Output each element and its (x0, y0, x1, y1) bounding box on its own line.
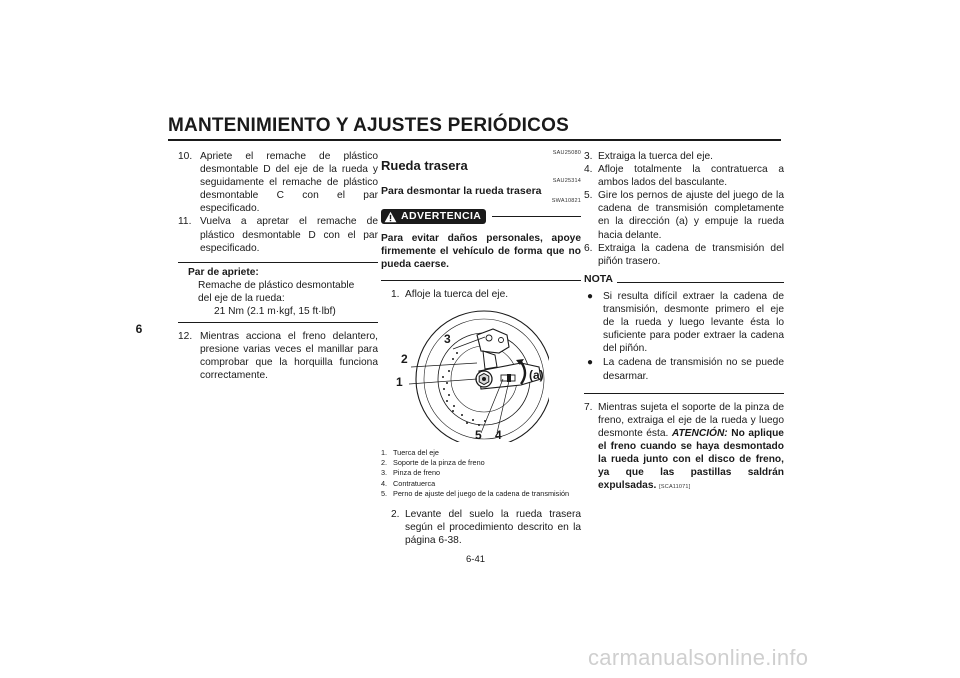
warning-rule (492, 216, 581, 217)
spec-line: del eje de la rueda: (198, 292, 285, 304)
steps-list-col2 (381, 288, 581, 301)
warning-code: SWA10821 (551, 198, 581, 205)
note-bullets (584, 290, 784, 383)
step-number: 2. (391, 508, 400, 520)
step-item (584, 163, 784, 189)
column-left (178, 150, 378, 383)
step-item (178, 330, 378, 382)
header-rule (168, 139, 781, 141)
step-number: 12. (178, 331, 193, 343)
legend-text: Tuerca del eje (393, 447, 439, 457)
step-item (584, 189, 784, 241)
steps-list-col1 (178, 150, 378, 255)
steps-list-col2b (381, 508, 581, 547)
warning-header (381, 209, 581, 224)
watermark: carmanualsonline.info (588, 645, 809, 670)
figure-legend (381, 448, 581, 500)
warning-end-rule (381, 280, 581, 281)
caution-code: [SCA11071] (659, 484, 691, 491)
step-text: Levante del suelo la rueda trasera según el procedimiento descrito en la página 6-38. (405, 508, 581, 546)
rear-wheel-figure (389, 307, 549, 442)
step-item (584, 242, 784, 268)
warning-badge (381, 209, 486, 224)
step-text: Extraiga la tuerca del eje. (598, 151, 713, 162)
steps-list-col3b (584, 401, 784, 495)
note-end-rule (584, 393, 784, 394)
step-item (391, 288, 581, 301)
step-number: 6. (584, 242, 593, 254)
chapter-tab: 6 (135, 322, 143, 336)
step-text: Mientras sujeta el soporte de la pinza de freno, extraiga el eje de la rueda y luego desmonte ésta. (598, 401, 784, 439)
section-code: SAU25080 (552, 150, 581, 156)
warning-triangle-icon (384, 211, 397, 223)
step-text: Apriete el remache de plástico desmontable D del eje de la rueda y seguidamente el remache de plástico desmontable C con el par especificado. (200, 151, 378, 215)
spec-value: 21 Nm (2.1 m·kgf, 15 ft·lbf) (214, 306, 336, 318)
warning-text: Para evitar daños personales, apoye firmemente el vehículo de forma que no pueda caerse. (381, 233, 581, 271)
column-right (584, 150, 784, 494)
figure-label-3: 3 (444, 331, 451, 346)
section-title: Rueda trasera (381, 158, 468, 173)
legend-item (381, 458, 581, 468)
torque-spec-box (178, 262, 378, 323)
rear-wheel-illustration (389, 307, 549, 442)
caution-text: No aplique el freno cuando se haya desmontado la rueda junto con el disco de freno, ya que las pastillas saldrán expulsadas. (598, 427, 784, 492)
legend-text: Contratuerca (393, 478, 436, 488)
figure-label-a: (a) (529, 367, 544, 382)
legend-item (381, 448, 581, 458)
figure-label-4: 4 (495, 427, 502, 442)
subsection-code: SAU25314 (552, 178, 581, 185)
step-number: 11. (178, 216, 192, 228)
step-text: Vuelva a apretar el remache de plástico desmontable D con el par especificado. (200, 216, 378, 254)
note-label: NOTA (584, 272, 613, 285)
bullet-icon: ● (587, 290, 594, 302)
caution-label: ATENCIÓN: (671, 427, 728, 439)
legend-text: Pinza de freno (393, 468, 441, 478)
step-text: Afloje la tuerca del eje. (405, 288, 509, 300)
legend-item (381, 479, 581, 489)
page-number: 6-41 (466, 554, 486, 565)
legend-number: 3. (381, 468, 388, 478)
column-middle (381, 150, 581, 547)
step-item (391, 508, 581, 547)
warning-label: ADVERTENCIA (401, 210, 482, 223)
legend-text: Perno de ajuste del juego de la cadena de transmisión (393, 489, 570, 499)
step-number: 5. (584, 190, 593, 202)
step-item (584, 401, 784, 495)
note-text: La cadena de transmisión no se puede desarmar. (603, 357, 784, 382)
figure-label-5: 5 (475, 427, 482, 442)
bullet-icon: ● (587, 357, 594, 369)
legend-number: 1. (381, 447, 388, 457)
step-number: 10. (178, 151, 193, 162)
step-text: Gire los pernos de ajuste del juego de la cadena de transmisión completamente en la dirección (a) y empuje la rueda hacia delante. (598, 190, 784, 241)
note-bullet-item (584, 290, 784, 355)
legend-text: Soporte de la pinza de freno (393, 458, 485, 468)
step-item (178, 150, 378, 215)
step-number: 1. (391, 288, 400, 300)
legend-item (381, 468, 581, 478)
note-bullet-item (584, 356, 784, 382)
step-number: 7. (584, 401, 593, 413)
subsection-title: Para desmontar la rueda trasera (381, 185, 542, 198)
legend-item (381, 489, 581, 499)
step-text: Extraiga la cadena de transmisión del piñón trasero. (598, 242, 784, 267)
legend-number: 4. (381, 478, 388, 488)
spec-title: Par de apriete: (188, 266, 259, 278)
step-item (178, 215, 378, 254)
note-rule (617, 282, 784, 283)
figure-label-1: 1 (396, 374, 403, 389)
step-text: Afloje totalmente la contratuerca a ambos lados del basculante. (598, 164, 784, 189)
step-number: 3. (584, 151, 593, 162)
steps-list-col1b (178, 330, 378, 382)
step-text-block (598, 401, 784, 495)
figure-label-2: 2 (401, 351, 408, 366)
legend-number: 5. (381, 489, 388, 499)
step-item (584, 150, 784, 163)
step-text: Mientras acciona el freno delantero, presione varias veces el manillar para comprobar que la horquilla funciona correctamente. (200, 331, 378, 382)
spec-line: Remache de plástico desmontable (198, 279, 355, 291)
steps-list-col3 (584, 150, 784, 268)
note-text: Si resulta difícil extraer la cadena de transmisión, desmonte primero el eje de la rueda y luego levante ésta lo suficiente para poder extraer la cadena del piñón. (603, 290, 784, 355)
legend-number: 2. (381, 458, 388, 468)
step-number: 4. (584, 164, 593, 176)
page-header-title: MANTENIMIENTO Y AJUSTES PERIÓDICOS (168, 115, 569, 136)
note-header (584, 273, 784, 286)
